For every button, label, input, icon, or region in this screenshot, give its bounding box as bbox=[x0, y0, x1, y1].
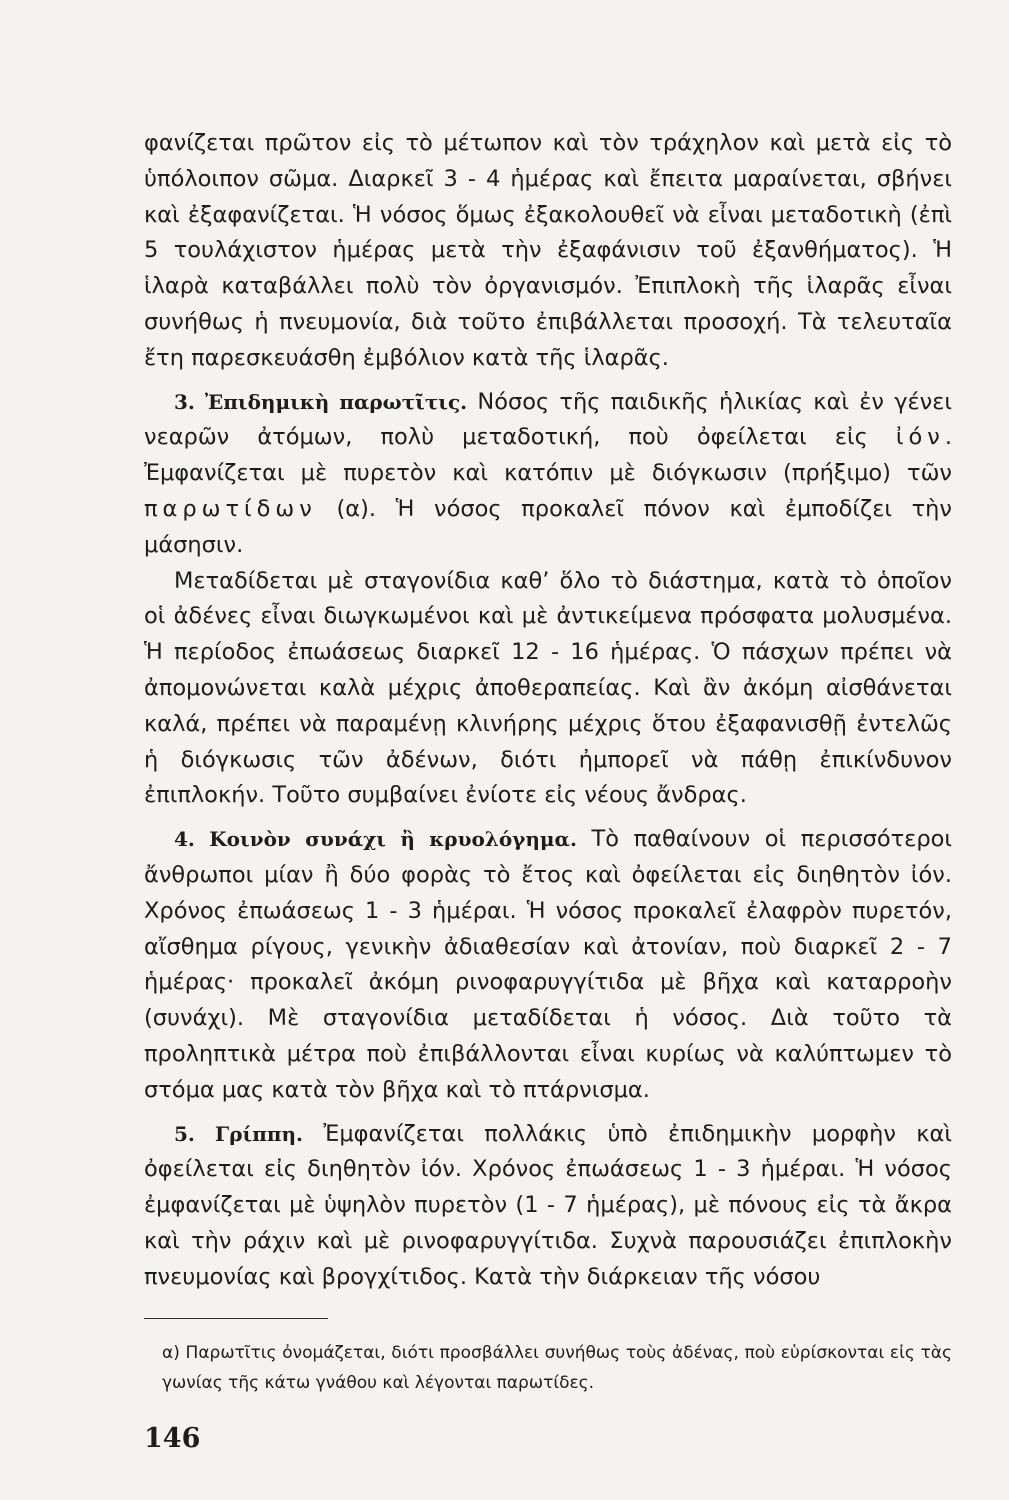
section-heading-influenza: 5. Γρίππη. bbox=[174, 1121, 304, 1146]
section-heading-common-cold: 4. Κοινὸν συνάχι ἢ κρυολόγημα. bbox=[174, 827, 577, 852]
paragraph-mumps-transmission: Μεταδίδεται μὲ σταγονίδια καθ’ ὅλο τὸ διάστημα, κατὰ τὸ ὁποῖον οἱ ἀδένες εἶναι διωγκωμένοι καὶ μὲ ἀντικείμενα πρόσφατα μολυσμένα. Ἡ περίοδος ἐπωάσεως διαρκεῖ 12 - 16 ἡμέρας. Ὁ πάσχων πρέπει νὰ ἀπομονώνεται καλὰ μέχρις ἀποθεραπείας. Καὶ ἂν ἀκόμη αἰσθάνεται καλά, πρέπει νὰ παραμένῃ κλινήρης μέχρις ὅτου ἐξαφανισθῇ ἐντελῶς ἡ διόγκωσις τῶν ἀδένων, διότι ἠμπορεῖ νὰ πάθῃ ἐπικίνδυνον ἐπιπλοκήν. Τοῦτο συμβαίνει ἐνίοτε εἰς νέους ἄνδρας. bbox=[144, 567, 952, 809]
footnote bbox=[162, 1338, 952, 1398]
section-heading-mumps: 3. Ἐπιδημικὴ παρωτῖτις. bbox=[174, 389, 468, 414]
common-cold-text: Τὸ παθαίνουν οἱ περισσότεροι ἄνθρωποι μίαν ἢ δύο φορὰς τὸ ἔτος καὶ ὀφείλεται εἰς διηθητὸν ἰόν. Χρόνος ἐπωάσεως 1 - 3 ἡμέραι. Ἡ νόσος προκαλεῖ ἐλαφρὸν πυρετόν, αἴσθημα ρίγους, γενικὴν ἀδιαθεσίαν καὶ ἀτονίαν, ποὺ διαρκεῖ 2 - 7 ἡμέρας· προκαλεῖ ἀκόμη ρινοφαρυγγίτιδα μὲ βῆχα καὶ καταρροὴν (συνάχι). Μὲ σταγονίδια μεταδίδεται ἡ νόσος. Διὰ τοῦτο τὰ προληπτικὰ μέτρα ποὺ ἐπιβάλλονται εἶναι κυρίως νὰ καλύπτωμεν τὸ στόμα μας κατὰ τὸν βῆχα καὶ τὸ πτάρνισμα. bbox=[144, 826, 952, 1103]
paragraph-mumps bbox=[144, 385, 952, 564]
mumps-text-3: (α). Ἡ νόσος προκαλεῖ πόνον καὶ ἐμποδίζει τὴν μάσησιν. bbox=[144, 495, 952, 558]
parotid-term: παρωτίδων bbox=[144, 495, 317, 522]
paragraph-measles-end: φανίζεται πρῶτον εἰς τὸ μέτωπον καὶ τὸν τράχηλον καὶ μετὰ εἰς τὸ ὑπόλοιπον σῶμα. Διαρκεῖ 3 - 4 ἡμέρας καὶ ἔπειτα μαραίνεται, σβήνει καὶ ἐξαφανίζεται. Ἡ νόσος ὅμως ἐξακολουθεῖ νὰ εἶναι μεταδοτικὴ (ἐπὶ 5 τουλάχιστον ἡμέρας μετὰ τὴν ἐξαφάνισιν τοῦ ἐξανθήματος). Ἡ ἱλαρὰ καταβάλλει πολὺ τὸν ὀργανισμόν. Ἐπιπλοκὴ τῆς ἱλαρᾶς εἶναι συνήθως ἡ πνευμονία, διὰ τοῦτο ἐπιβάλλεται προσοχή. Τὰ τελευταῖα ἔτη παρεσκευάσθη ἐμβόλιον κατὰ τῆς ἱλαρᾶς. bbox=[144, 130, 952, 371]
mumps-text-2: . Ἐμφανίζεται μὲ πυρετὸν καὶ κατόπιν μὲ διόγκωσιν (πρήξιμο) τῶν bbox=[144, 424, 952, 487]
footnote-text: α) Παρωτῖτις ὀνομάζεται, διότι προσβάλλει συνήθως τοὺς ἀδένας, ποὺ εὑρίσκονται εἰς τὰς γωνίας τῆς κάτω γνάθου καὶ λέγονται παρωτίδες. bbox=[162, 1343, 952, 1393]
influenza-text: Ἐμφανίζεται πολλάκις ὑπὸ ἐπιδημικὴν μορφὴν καὶ ὀφείλεται εἰς διηθητὸν ἰόν. Χρόνος ἐπωάσεως 1 - 3 ἡμέραι. Ἡ νόσος ἐμφανίζεται μὲ ὑψηλὸν πυρετὸν (1 - 7 ἡμέρας), μὲ πόνους εἰς τὰ ἄκρα καὶ τὴν ράχιν καὶ μὲ ρινοφαρυγγίτιδα. Συχνὰ παρουσιάζει ἐπιπλοκὴν πνευμονίας καὶ βρογχίτιδος. Κατὰ τὴν διάρκειαν τῆς νόσου bbox=[144, 1120, 952, 1290]
mumps-text-1: Νόσος τῆς παιδικῆς ἡλικίας καὶ ἐν γένει νεαρῶν ἀτόμων, πολὺ μεταδοτική, ποὺ ὀφείλεται εἰς bbox=[144, 388, 953, 451]
paragraph-influenza bbox=[144, 1117, 952, 1296]
footnote-divider bbox=[144, 1318, 328, 1319]
main-text bbox=[144, 126, 952, 1296]
mumps-virus-term: ἰόν bbox=[895, 424, 945, 451]
page-number: 146 bbox=[144, 1423, 201, 1454]
paragraph-common-cold bbox=[144, 822, 952, 1108]
